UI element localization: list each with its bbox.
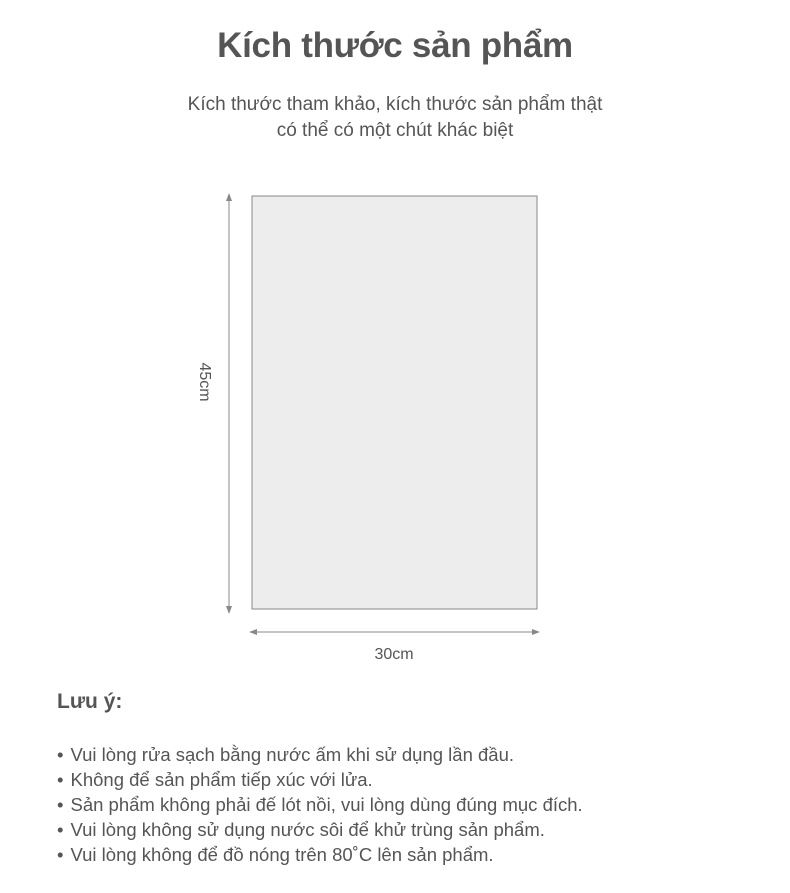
- size-diagram: [0, 180, 790, 680]
- width-arrow-left: [249, 629, 257, 635]
- height-label: 45cm: [195, 362, 213, 402]
- width-arrow-right: [532, 629, 540, 635]
- note-item: • Vui lòng rửa sạch bằng nước ấm khi sử dụng lần đầu.: [57, 742, 583, 767]
- subtitle-line-1: Kích thước tham khảo, kích thước sản phẩm thật: [187, 94, 603, 115]
- note-item: • Vui lòng không để đồ nóng trên 80˚C lên sản phẩm.: [57, 842, 583, 867]
- page-title: Kích thước sản phẩm: [217, 26, 573, 65]
- note-item: • Không để sản phẩm tiếp xúc với lửa.: [57, 767, 583, 792]
- note-item: • Vui lòng không sử dụng nước sôi để khử trùng sản phẩm.: [57, 817, 583, 842]
- product-outline: [252, 196, 537, 609]
- note-item: • Sản phẩm không phải đế lót nồi, vui lòng dùng đúng mục đích.: [57, 792, 583, 817]
- notes-heading: Lưu ý:: [57, 690, 123, 713]
- page-subtitle: [0, 92, 790, 144]
- subtitle-line-2: có thể có một chút khác biệt: [276, 120, 514, 141]
- width-label: 30cm: [374, 646, 414, 663]
- notes-list: [57, 742, 583, 867]
- height-arrow-bottom: [226, 606, 232, 614]
- height-arrow-top: [226, 193, 232, 201]
